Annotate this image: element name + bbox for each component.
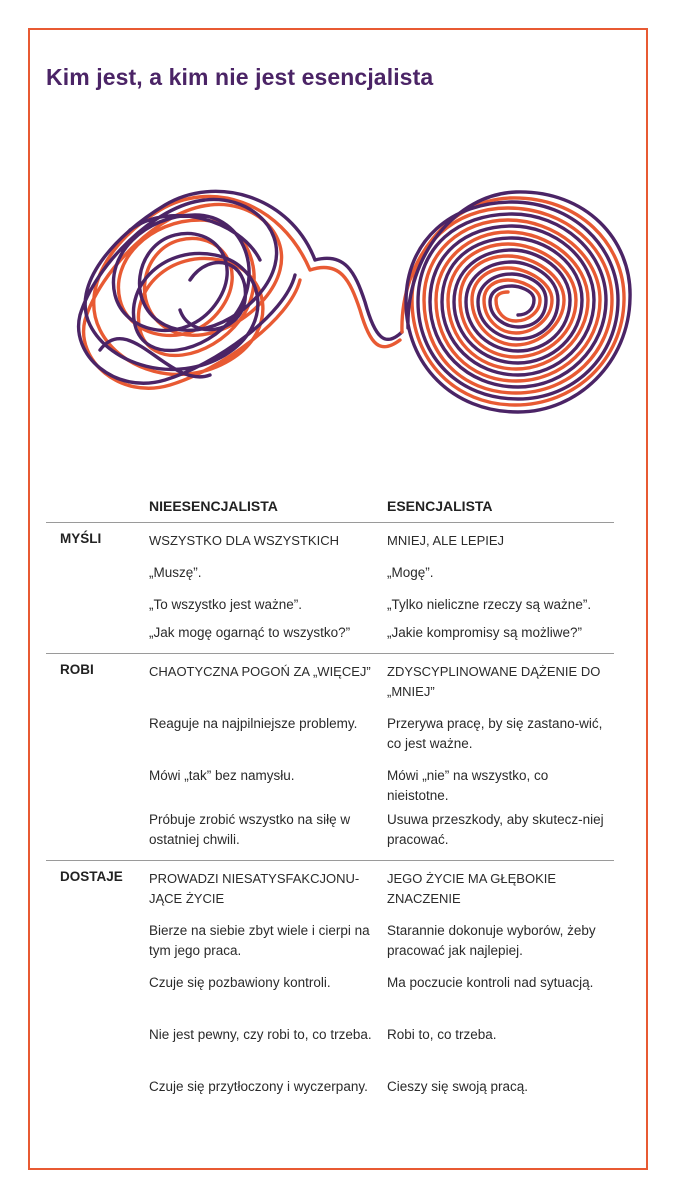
- cell-left: Czuje się pozbawiony kontroli.: [149, 975, 331, 990]
- cell-right: Usuwa przeszkody, aby skutecz-niej pracować.: [387, 812, 604, 847]
- table-row: [46, 869, 614, 921]
- cell-left: Reaguje na najpilniejsze problemy.: [149, 716, 358, 731]
- col-header-essentialist: ESENCJALISTA: [387, 498, 493, 514]
- section-label: DOSTAJE: [60, 869, 123, 884]
- cell-right: „Tylko nieliczne rzeczy są ważne”.: [387, 597, 592, 612]
- table-row: [46, 810, 614, 854]
- cell-left: Bierze na siebie zbyt wiele i cierpi na tym jego praca.: [149, 923, 370, 958]
- page-title: Kim jest, a kim nie jest esencjalista: [46, 64, 434, 90]
- section-dostaje: [46, 861, 614, 1129]
- cell-right: Cieszy się swoją pracą.: [387, 1079, 529, 1094]
- table-row: [46, 766, 614, 810]
- cell-left: Próbuje zrobić wszystko na siłę w ostatniej chwili.: [149, 812, 351, 847]
- cell-right: „Jakie kompromisy są możliwe?”: [387, 625, 583, 640]
- table-row: [46, 714, 614, 766]
- cell-right: Ma poczucie kontroli nad sytuacją.: [387, 975, 594, 990]
- table-row: [46, 662, 614, 714]
- table-row: [46, 1077, 614, 1121]
- section-robi: [46, 654, 614, 861]
- table-row: [46, 973, 614, 1025]
- cell-left: Mówi „tak” bez namysłu.: [149, 768, 295, 783]
- section-mysli: [46, 523, 614, 654]
- cell-right: „Mogę”.: [387, 565, 434, 580]
- cell-left: „Muszę”.: [149, 565, 202, 580]
- table-row: [46, 1025, 614, 1077]
- comparison-table: [46, 498, 614, 1129]
- cell-right: MNIEJ, ALE LEPIEJ: [387, 533, 505, 548]
- table-row: [46, 531, 614, 563]
- cell-right: ZDYSCYPLINOWANE DĄŻENIE DO „MNIEJ”: [387, 664, 601, 699]
- tangle-spiral-illustration: [40, 160, 640, 430]
- section-label: ROBI: [60, 662, 94, 677]
- table-row: [46, 563, 614, 595]
- cell-left: „To wszystko jest ważne”.: [149, 597, 303, 612]
- cell-left: WSZYSTKO DLA WSZYSTKICH: [149, 533, 339, 548]
- table-row: [46, 921, 614, 973]
- cell-right: Mówi „nie” na wszystko, co nieistotne.: [387, 768, 549, 803]
- table-header: [46, 498, 614, 523]
- table-row: [46, 623, 614, 645]
- cell-right: Robi to, co trzeba.: [387, 1027, 497, 1042]
- spiral-purple-strand: [406, 192, 630, 412]
- table-row: [46, 595, 614, 623]
- cell-left: CHAOTYCZNA POGOŃ ZA „WIĘCEJ”: [149, 664, 371, 679]
- section-label: MYŚLI: [60, 531, 102, 546]
- cell-right: Starannie dokonuje wyborów, żeby pracować jak najlepiej.: [387, 923, 596, 958]
- col-header-nonessentialist: NIEESENCJALISTA: [149, 498, 278, 514]
- cell-right: Przerywa pracę, by się zastano-wić, co jest ważne.: [387, 716, 603, 751]
- cell-left: Czuje się przytłoczony i wyczerpany.: [149, 1079, 368, 1094]
- cell-right: JEGO ŻYCIE MA GŁĘBOKIE ZNACZENIE: [387, 871, 557, 906]
- cell-left: PROWADZI NIESATYSFAKCJONU-JĄCE ŻYCIE: [149, 871, 360, 906]
- cell-left: „Jak mogę ogarnąć to wszystko?”: [149, 625, 351, 640]
- cell-left: Nie jest pewny, czy robi to, co trzeba.: [149, 1027, 372, 1042]
